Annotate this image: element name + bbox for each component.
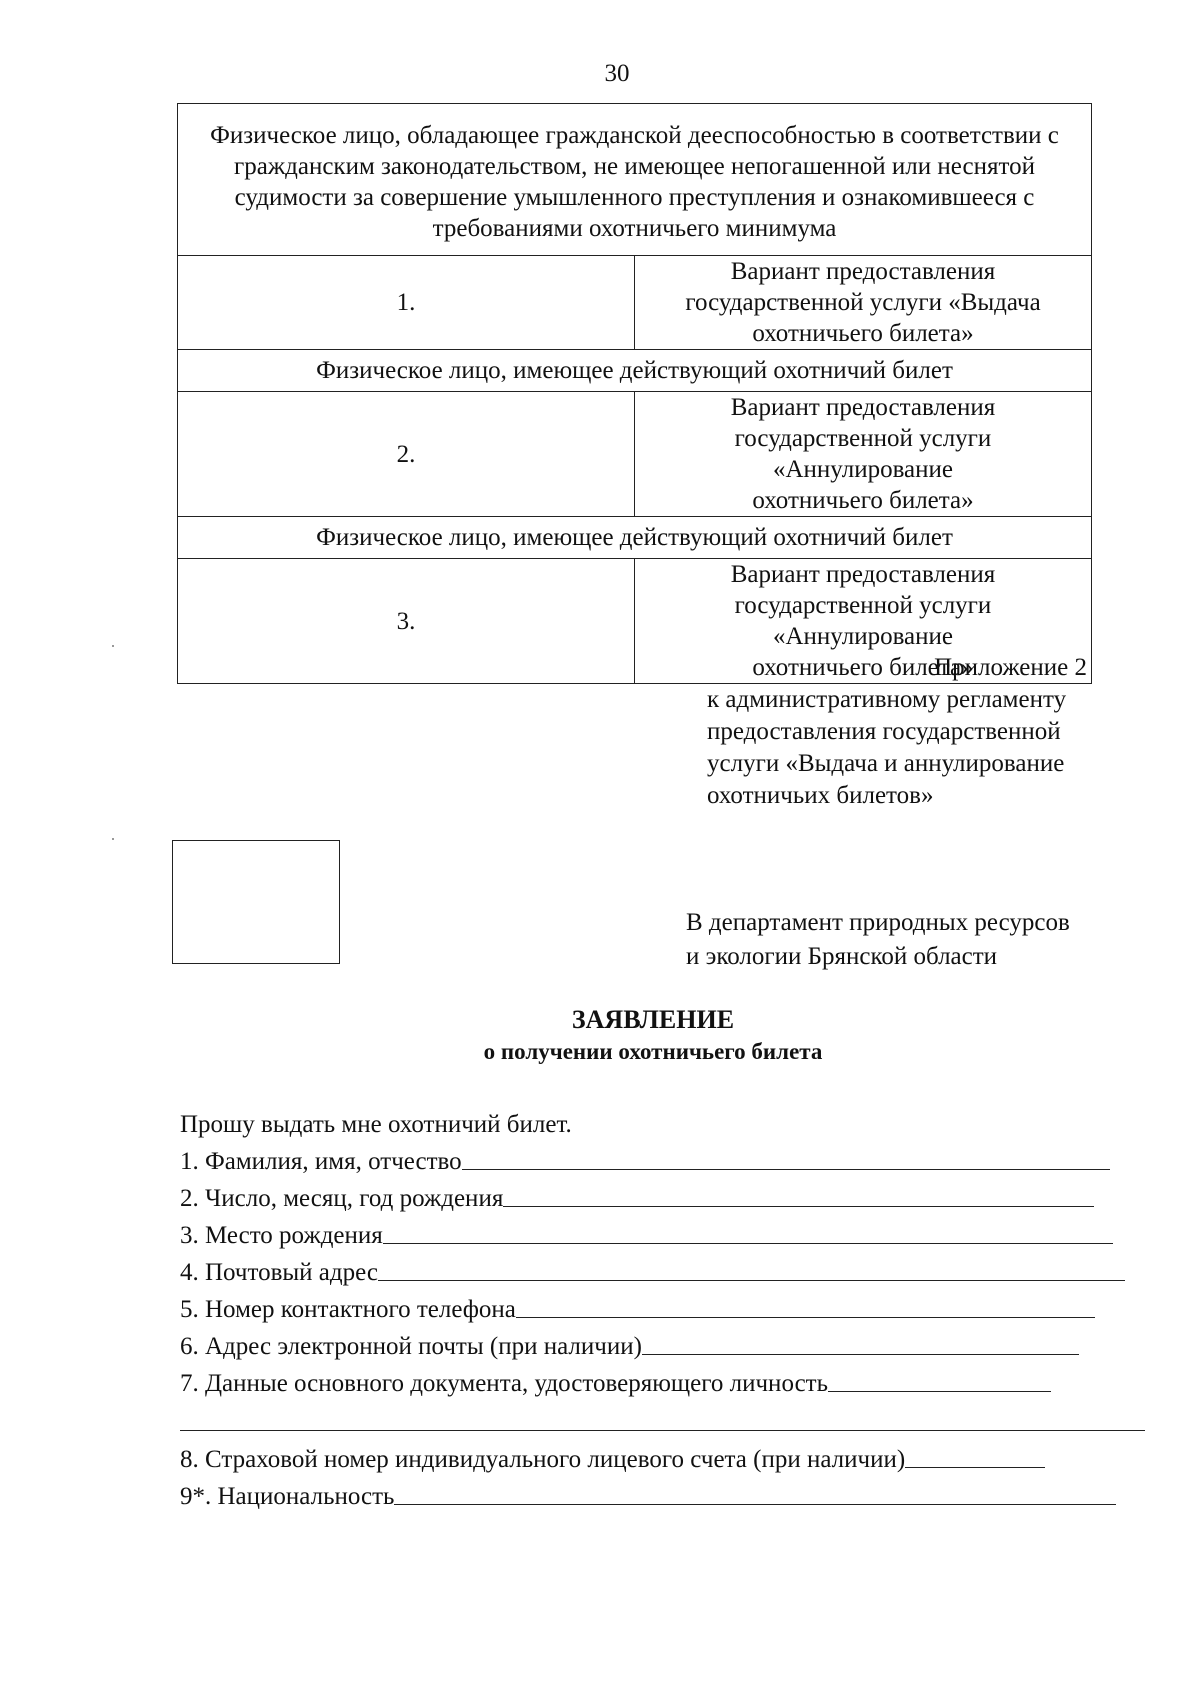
field-label: 3. Место рождения — [180, 1222, 383, 1249]
addressee-block — [686, 906, 1146, 974]
addressee-line: и экологии Брянской области — [686, 943, 998, 970]
form-field-phone[interactable] — [180, 1287, 1150, 1324]
field-label: 7. Данные основного документа, удостоверяющего личность — [180, 1370, 828, 1397]
document-title: ЗАЯВЛЕНИЕ — [571, 1005, 735, 1034]
field-label: 8. Страховой номер индивидуального лицевого счета (при наличии) — [180, 1446, 906, 1473]
field-label: 1. Фамилия, имя, отчество — [180, 1148, 462, 1175]
document-subtitle: о получении охотничьего билета — [483, 1039, 823, 1064]
fill-line[interactable] — [462, 1168, 1110, 1170]
field-label: 2. Число, месяц, год рождения — [180, 1185, 504, 1212]
variant-description-cell: Вариант предоставления государственной услуги «Выдача охотничьего билета» — [635, 256, 1092, 350]
form-intro — [180, 1102, 1150, 1139]
fill-line[interactable] — [378, 1279, 1125, 1281]
intro-text: Прошу выдать мне охотничий билет. — [180, 1111, 572, 1138]
form-field-full-name[interactable] — [180, 1139, 1150, 1176]
appendix-line: к административному регламенту — [707, 686, 1067, 713]
field-label: 5. Номер контактного телефона — [180, 1296, 516, 1323]
variant-number-cell: 1. — [178, 256, 635, 350]
variant-description-cell: Вариант предоставления государственной услуги «Аннулирование охотничьего билета» — [635, 392, 1092, 517]
table-row-group — [178, 104, 1092, 256]
scan-speck — [112, 838, 114, 840]
scan-speck — [112, 645, 114, 647]
fill-line[interactable] — [905, 1466, 1045, 1468]
photo-box — [172, 840, 340, 964]
fill-line[interactable] — [394, 1503, 1116, 1505]
table-row-variant — [178, 392, 1092, 517]
field-label: 4. Почтовый адрес — [180, 1259, 378, 1286]
appendix-header — [707, 652, 1147, 812]
field-label: 6. Адрес электронной почты (при наличии) — [180, 1333, 642, 1360]
form-field-email[interactable] — [180, 1324, 1150, 1361]
page-number: 30 — [604, 60, 630, 87]
fill-line[interactable] — [828, 1390, 1051, 1392]
table-row-group — [178, 517, 1092, 559]
table-row-group — [178, 350, 1092, 392]
form-field-birth-date[interactable] — [180, 1176, 1150, 1213]
applicant-category-cell: Физическое лицо, имеющее действующий охотничий билет — [178, 350, 1092, 392]
fill-line[interactable] — [642, 1353, 1079, 1355]
variant-number-cell: 3. — [178, 559, 635, 684]
variant-description-cell: Вариант предоставления государственной услуги «Аннулирование охотничьего билета» — [635, 559, 1092, 684]
appendix-line: предоставления государственной — [707, 718, 1061, 745]
service-variants-table — [177, 103, 1092, 684]
variant-number-cell: 2. — [178, 392, 635, 517]
form-field-birth-place[interactable] — [180, 1213, 1150, 1250]
fill-line[interactable] — [503, 1205, 1094, 1207]
form-field-id-document[interactable] — [180, 1361, 1150, 1398]
fill-line-continuation[interactable] — [180, 1398, 1145, 1431]
form-field-postal-address[interactable] — [180, 1250, 1150, 1287]
table-row-variant — [178, 256, 1092, 350]
form-field-snils[interactable] — [180, 1437, 1150, 1474]
appendix-number: Приложение 2 — [934, 654, 1087, 681]
appendix-line: услуги «Выдача и аннулирование — [707, 750, 1065, 777]
fill-line[interactable] — [383, 1242, 1113, 1244]
application-form — [180, 1102, 1150, 1511]
applicant-category-cell: Физическое лицо, имеющее действующий охотничий билет — [178, 517, 1092, 559]
form-field-nationality[interactable] — [180, 1474, 1150, 1511]
fill-line[interactable] — [516, 1316, 1095, 1318]
field-label: 9*. Национальность — [180, 1483, 395, 1510]
appendix-line: охотничьих билетов» — [707, 782, 934, 809]
addressee-line: В департамент природных ресурсов — [686, 909, 1070, 936]
applicant-category-cell: Физическое лицо, обладающее гражданской дееспособностью в соответствии с гражданским законодательством, не имеющее непогашенной или неснятой судимости за совершение умышленного преступления и ознакомившееся с требованиями охотничьего минимума — [178, 104, 1092, 256]
